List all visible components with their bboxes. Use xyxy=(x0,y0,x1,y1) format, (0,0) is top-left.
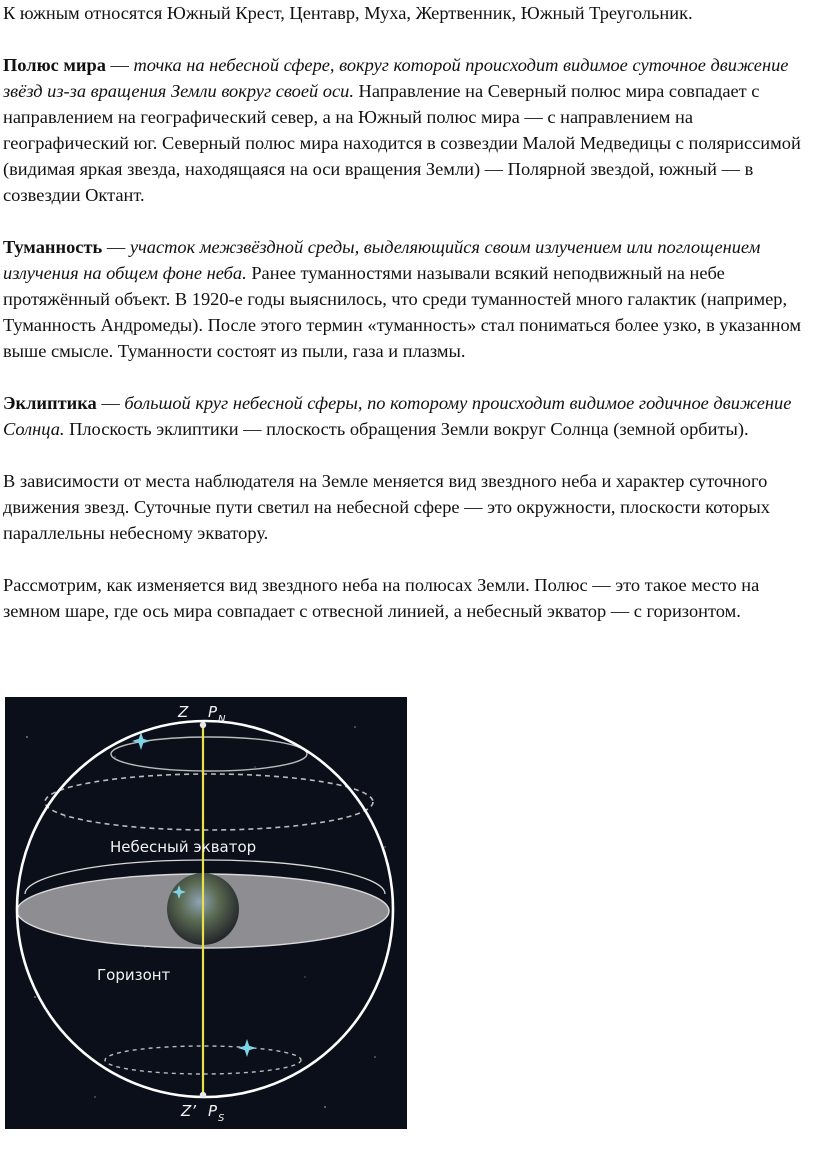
paragraph-earth-poles: Рассмотрим, как изменяется вид звездного неба на полюсах Земли. Полюс — это такое место на земном шаре, где ось мира совпадает с отвесной линией, а небесный экватор — с горизонтом. xyxy=(3,575,760,621)
paragraph-nebula xyxy=(0,234,812,364)
zenith-label: Z xyxy=(178,703,189,721)
diurnal-circle-upper-dashed xyxy=(45,774,373,830)
paragraph-observer-location: В зависимости от места наблюдателя на Земле меняется вид звездного неба и характер суточного движения звезд. Суточные пути светил на небесной сфере — это окружности, плоскости которых параллельны небесному экватору. xyxy=(3,471,770,543)
south-pole-point xyxy=(200,1092,206,1098)
paragraph-southern-constellations: К южным относятся Южный Крест, Центавр, Муха, Жертвенник, Южный Треугольник. xyxy=(3,3,693,23)
celestial-sphere-diagram xyxy=(5,697,407,1129)
paragraph-celestial-pole xyxy=(0,52,812,208)
north-pole-subscript: N xyxy=(218,714,226,725)
definition-nebula: участок межзвёздной среды, выделяющийся своим излучением или поглощением излучения на общем фоне неба. xyxy=(3,237,761,283)
paragraph-text: Ранее туманностями называли всякий неподвижный на небе протяжённый объект. В 1920-е годы выяснилось, что среди туманностей много галактик (например, Туманность Андромеды). После этого термин «туманность» стал пониматься более узко, в указанном выше смысле. Туманности состоят из пыли, газа и плазмы. xyxy=(3,263,801,361)
definition-celestial-pole: точка на небесной сфере, вокруг которой происходит видимое суточное движение звёзд из-за вращения Земли вокруг своей оси. xyxy=(3,55,789,101)
north-pole-point xyxy=(200,722,206,728)
horizon-label: Горизонт xyxy=(97,966,171,984)
celestial-sphere-figure xyxy=(5,697,407,1129)
paragraph-text: Направление на Северный полюс мира совпадает с направлением на географический север, а на Южный полюс мира — с направлением на географический юг. Северный полюс мира находится в созвездии Малой Медведицы с поляриссимой (видимая яркая звезда, находящаяся на оси вращения Земли) — Полярной звездой, южный — в созвездии Октант. xyxy=(3,81,801,205)
equator-label: Небесный экватор xyxy=(110,838,257,856)
term-ecliptic: Эклиптика xyxy=(3,393,97,413)
term-dash: — xyxy=(102,237,130,257)
star-icon xyxy=(238,1039,256,1057)
paragraph-text: Плоскость эклиптики — плоскость обращения Земли вокруг Солнца (земной орбиты). xyxy=(64,419,749,439)
north-pole-label: P xyxy=(208,703,218,721)
south-pole-label: P xyxy=(208,1102,218,1120)
term-nebula: Туманность xyxy=(3,237,103,257)
south-pole-subscript: S xyxy=(218,1113,225,1124)
definition-ecliptic: большой круг небесной сферы, по которому происходит видимое годичное движение Солнца. xyxy=(3,393,792,439)
nadir-label: Z’ xyxy=(181,1102,197,1120)
paragraph-ecliptic xyxy=(0,390,812,442)
term-dash: — xyxy=(96,393,125,413)
term-celestial-pole: Полюс мира xyxy=(3,55,106,75)
term-dash: — xyxy=(105,55,134,75)
